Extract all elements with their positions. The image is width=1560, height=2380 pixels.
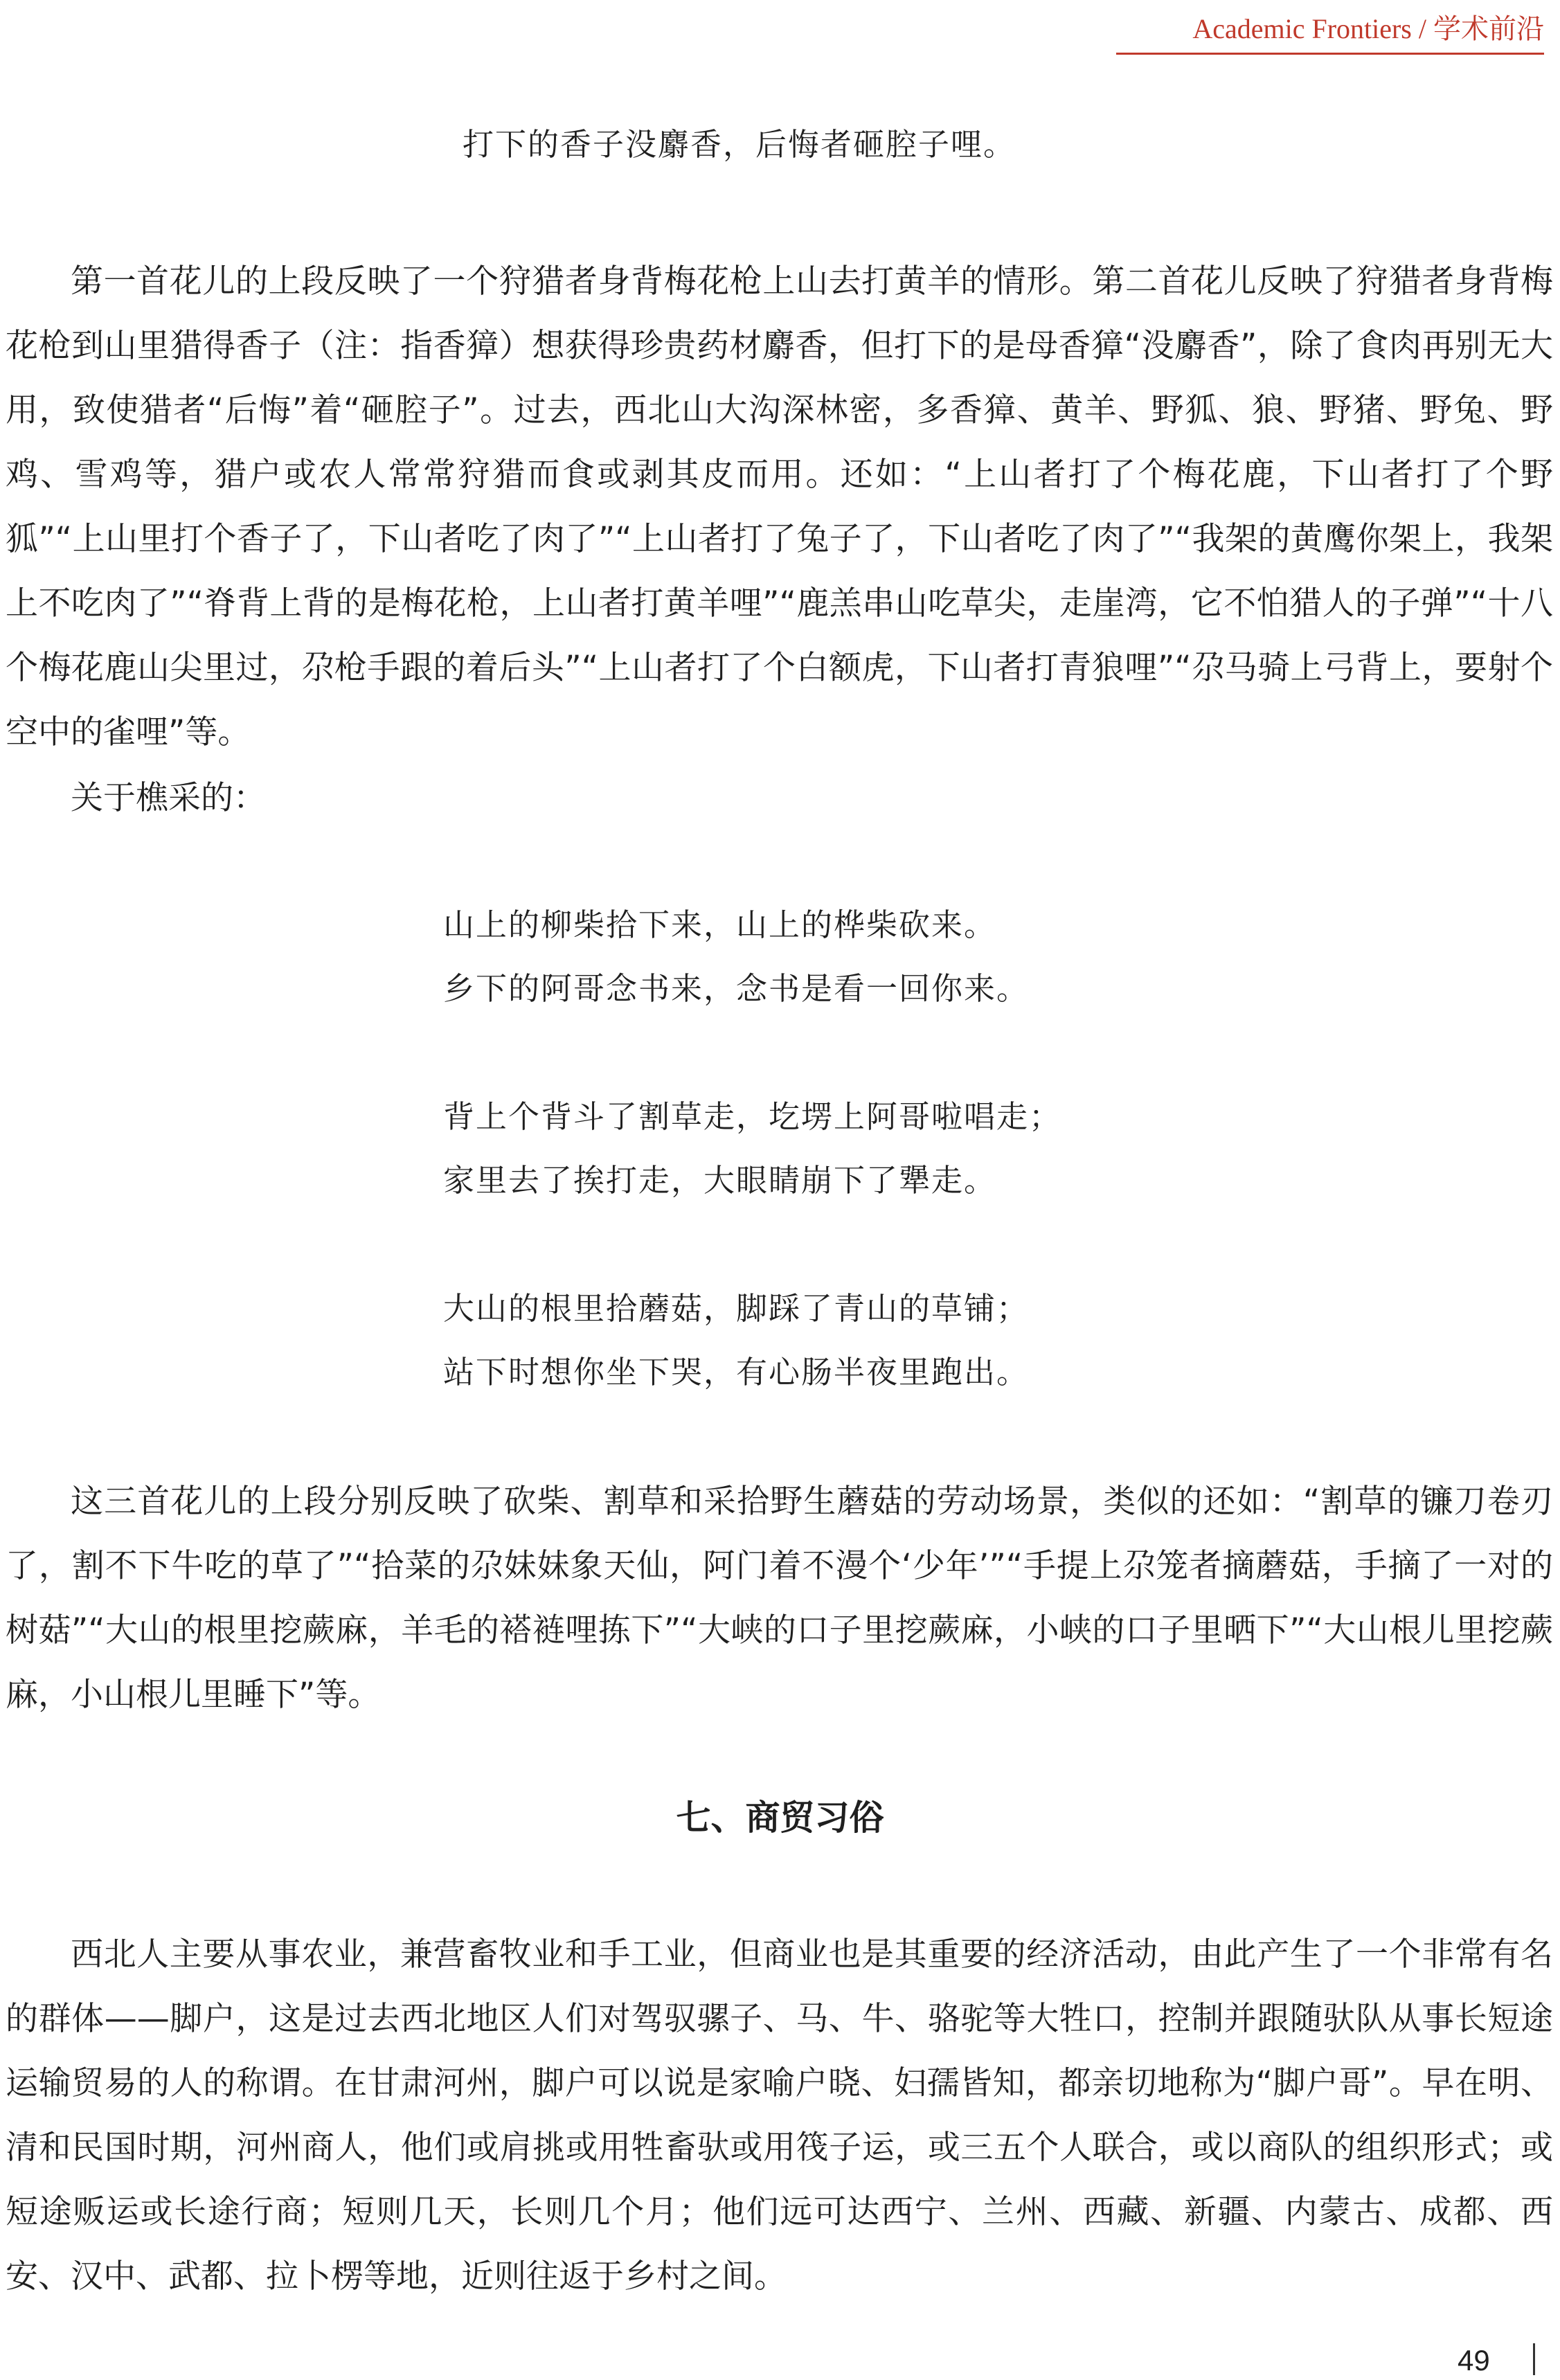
intro-woodcutting: 关于樵采的： bbox=[71, 779, 266, 817]
verse-1-line-2: 乡下的阿哥念书来，念书是看一回你来。 bbox=[443, 970, 1030, 1007]
verse-2-line-1: 背上个背斗了割草走，圪塄上阿哥啦唱走； bbox=[443, 1098, 1062, 1135]
paragraph-woodcutting-text: 这三首花儿的上段分别反映了砍柴、割草和采拾野生蘑菇的劳动场景，类似的还如：“割草的镰刀卷刃了，割不下牛吃的草了”“拾菜的尕妹妹象天仙，阿门着不漫个‘少年’”“手提上尕笼者摘蘑菇，手摘了一对的树菇”“大山的根里挖蕨麻，羊毛的褡裢哩拣下”“大峡的口子里挖蕨麻，小峡的口子里晒下”“大山根儿里挖蕨麻，小山根儿里睡下”等。 bbox=[6, 1483, 1553, 1714]
paragraph-hunting bbox=[6, 249, 1553, 764]
page-number-divider bbox=[1533, 2343, 1535, 2375]
paragraph-trade-text: 西北人主要从事农业，兼营畜牧业和手工业，但商业也是其重要的经济活动，由此产生了一个非常有名的群体——脚户，这是过去西北地区人们对驾驭骡子、马、牛、骆驼等大牲口，控制并跟随驮队从事长短途运输贸易的人的称谓。在甘肃河州，脚户可以说是家喻户晓、妇孺皆知，都亲切地称为“脚户哥”。早在明、清和民国时期，河州商人，他们或肩挑或用牲畜驮或用筏子运，或三五个人联合，或以商队的组织形式；或短途贩运或长途行商；短则几天，长则几个月；他们远可达西宁、兰州、西藏、新疆、内蒙古、成都、西安、汉中、武都、拉卜楞等地，近则往返于乡村之间。 bbox=[6, 1935, 1553, 2296]
verse-3-line-1: 大山的根里拾蘑菇，脚踩了青山的草铺； bbox=[443, 1290, 1030, 1327]
verse-3-line-2: 站下时想你坐下哭，有心肠半夜里跑出。 bbox=[443, 1354, 1030, 1390]
paragraph-trade bbox=[6, 1922, 1553, 2309]
running-header: Academic Frontiers / 学术前沿 bbox=[1192, 13, 1544, 44]
verse-2-line-2: 家里去了挨打走，大眼睛崩下了犟走。 bbox=[443, 1162, 997, 1199]
paragraph-woodcutting bbox=[6, 1469, 1553, 1727]
section-title: 七、商贸习俗 bbox=[676, 1798, 884, 1838]
page-number: 49 bbox=[1458, 2344, 1490, 2377]
header-rule bbox=[1116, 53, 1544, 55]
verse-1-line-1: 山上的柳柴拾下来，山上的桦柴砍来。 bbox=[443, 906, 997, 943]
verse-line-top: 打下的香子没麝香，后悔者砸腔子哩。 bbox=[463, 126, 1016, 163]
paragraph-hunting-text: 第一首花儿的上段反映了一个狩猎者身背梅花枪上山去打黄羊的情形。第二首花儿反映了狩猎者身背梅花枪到山里猎得香子（注：指香獐）想获得珍贵药材麝香，但打下的是母香獐“没麝香”，除了食肉再别无大用，致使猎者“后悔”着“砸腔子”。过去，西北山大沟深林密，多香獐、黄羊、野狐、狼、野猪、野兔、野鸡、雪鸡等，猎户或农人常常狩猎而食或剥其皮而用。还如：“上山者打了个梅花鹿，下山者打了个野狐”“上山里打个香子了，下山者吃了肉了”“上山者打了兔子了，下山者吃了肉了”“我架的黄鹰你架上，我架上不吃肉了”“脊背上背的是梅花枪，上山者打黄羊哩”“鹿羔串山吃草尖，走崖湾，它不怕猎人的子弹”“十八个梅花鹿山尖里过，尕枪手跟的着后头”“上山者打了个白额虎，下山者打青狼哩”“尕马骑上弓背上，要射个空中的雀哩”等。 bbox=[6, 262, 1553, 751]
